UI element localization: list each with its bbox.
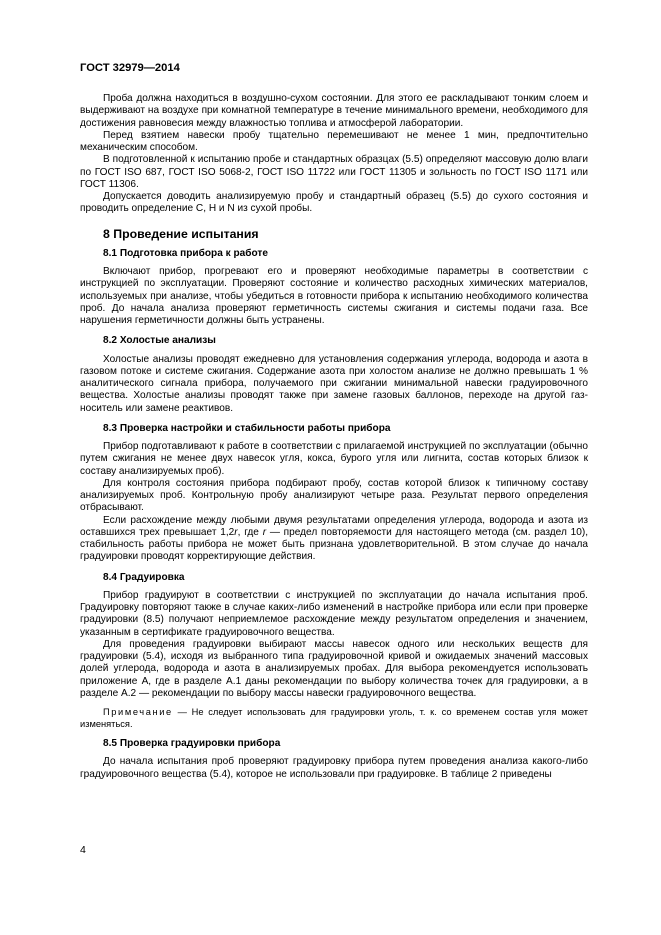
section-title: 8 Проведение испытания <box>103 226 259 241</box>
note-block <box>80 707 588 730</box>
note-text: — Не следует использовать для градуировки уголь, т. к. со временем состав угля может изменяться. <box>80 707 588 729</box>
intro-paragraph-3: В подготовленной к испытанию пробе и стандартных образцах (5.5) определяют массовую долю влаги по ГОСТ ISO 687, ГОСТ ISO 5068-2, ГОСТ ISO 11722 или ГОСТ 11305 и зольность по ГОСТ ISO 1171 или ГОСТ 11306. <box>80 154 588 190</box>
subsection-8-4-title: 8.4 Градуировка <box>103 571 185 583</box>
symbol-r: r <box>234 526 238 538</box>
subsection-8-4-paragraph-2: Для проведения градуировки выбирают массы навесок одного или нескольких веществ для градуировки (5.4), исходя из выбранного типа градуировочной кривой и ожидаемых значений массовых долей углерода, водорода и азота в анализируемых пробах. Для выбора рекомендуется использовать приложение А, где в разделе А.1 даны рекомендации по выбору количества точек для градуировки, а в разделе А.2 — рекомендации по выбору массы навески градуировочного вещества. <box>80 638 588 699</box>
subsection-8-5-paragraph: До начала испытания проб проверяют градуировку прибора путем проведения анализа какого-либо градуировочного вещества (5.4), которое не использовали при градуировке. В таблице 2 приведены <box>80 756 588 780</box>
intro-paragraph-4: Допускается доводить анализируемую пробу и стандартный образец (5.5) до сухого состояния и проводить определение С, Н и N из сухой пробы. <box>80 191 588 215</box>
page-content <box>80 93 588 781</box>
note-paragraph <box>80 707 588 730</box>
text-run: — предел повторяемости для настоящего метода (см. раздел 10), стабильность работы прибора не может быть признана удовлетворительной. В этом случае до начала градуировки проводят корректирующие действия. <box>80 526 588 563</box>
symbol-r: r <box>262 526 267 538</box>
subsection-8-2-title: 8.2 Холостые анализы <box>103 335 216 347</box>
subsection-8-3-paragraph-1: Прибор подготавливают к работе в соответствии с прилагаемой инструкцией по эксплуатации (обычно путем сжигания не менее двух навесок угля, кокса, бурого угля или лигнита, состав которых близок к составу анализируемых проб). <box>80 441 588 477</box>
subsection-8-3-paragraph-3 <box>80 515 588 564</box>
intro-paragraph-2: Перед взятием навески пробу тщательно перемешивают не менее 1 мин, предпочтительно механическим способом. <box>80 129 588 153</box>
page-number: 4 <box>80 844 86 856</box>
intro-paragraph-1: Проба должна находиться в воздушно-сухом состоянии. Для этого ее раскладывают тонким слоем и выдерживают на воздухе при комнатной температуре в течение минимального времени, необходимого для достижения равновесия между влажностью топлива и атмосферой лаборатории. <box>80 93 588 129</box>
subsection-8-2-paragraph: Холостые анализы проводят ежедневно для установления содержания углерода, водорода и азота в газовом потоке и системе сжигания. Содержание азота при холостом анализе не должно превышать 1 % аналитического сигнала прибора, получаемого при сжигании минимальной навески градуировочного вещества. Холостые анализы проводят также при замене газовых баллонов, переходе на другой газ-носитель или замене реактивов. <box>80 353 588 414</box>
document-header: ГОСТ 32979—2014 <box>80 62 180 74</box>
text-run: , где <box>237 526 263 538</box>
note-label: Примечание <box>103 707 173 717</box>
subsection-8-3-title: 8.3 Проверка настройки и стабильности работы прибора <box>103 422 391 434</box>
text-run: Если расхождение между любыми двумя результатами определения углерода, водорода и азота из оставшихся трех превышает 1,2 <box>80 514 588 538</box>
subsection-8-3-paragraph-2: Для контроля состояния прибора подбирают пробу, состав которой близок к типичному составу анализируемых проб. Контрольную пробу анализируют четыре раза. Результат первого определения отбрасывают. <box>80 477 588 514</box>
subsection-8-5-title: 8.5 Проверка градуировки прибора <box>103 738 281 750</box>
subsection-8-1-title: 8.1 Подготовка прибора к работе <box>103 247 268 259</box>
subsection-8-4-paragraph-1: Прибор градуируют в соответствии с инструкцией по эксплуатации до начала испытания проб. Градуировку повторяют также в случае каких-либо изменений в настройке прибора или если при проверке градуировки (8.5) получают неприемлемое расхождение между результатом определения и значением, указанным в сертификате градуировочного вещества. <box>80 589 588 638</box>
subsection-8-1-paragraph: Включают прибор, прогревают его и проверяют необходимые параметры в соответствии с инструкцией по эксплуатации. Проверяют состояние и количество расходных химических материалов, используемых при анализе, чтобы убедиться в готовности прибора к испытанию необходимого количества проб. До начала анализа проверяют герметичность системы сжигания и системы подачи газа. Все нарушения герметичности должны быть устранены. <box>80 266 588 326</box>
